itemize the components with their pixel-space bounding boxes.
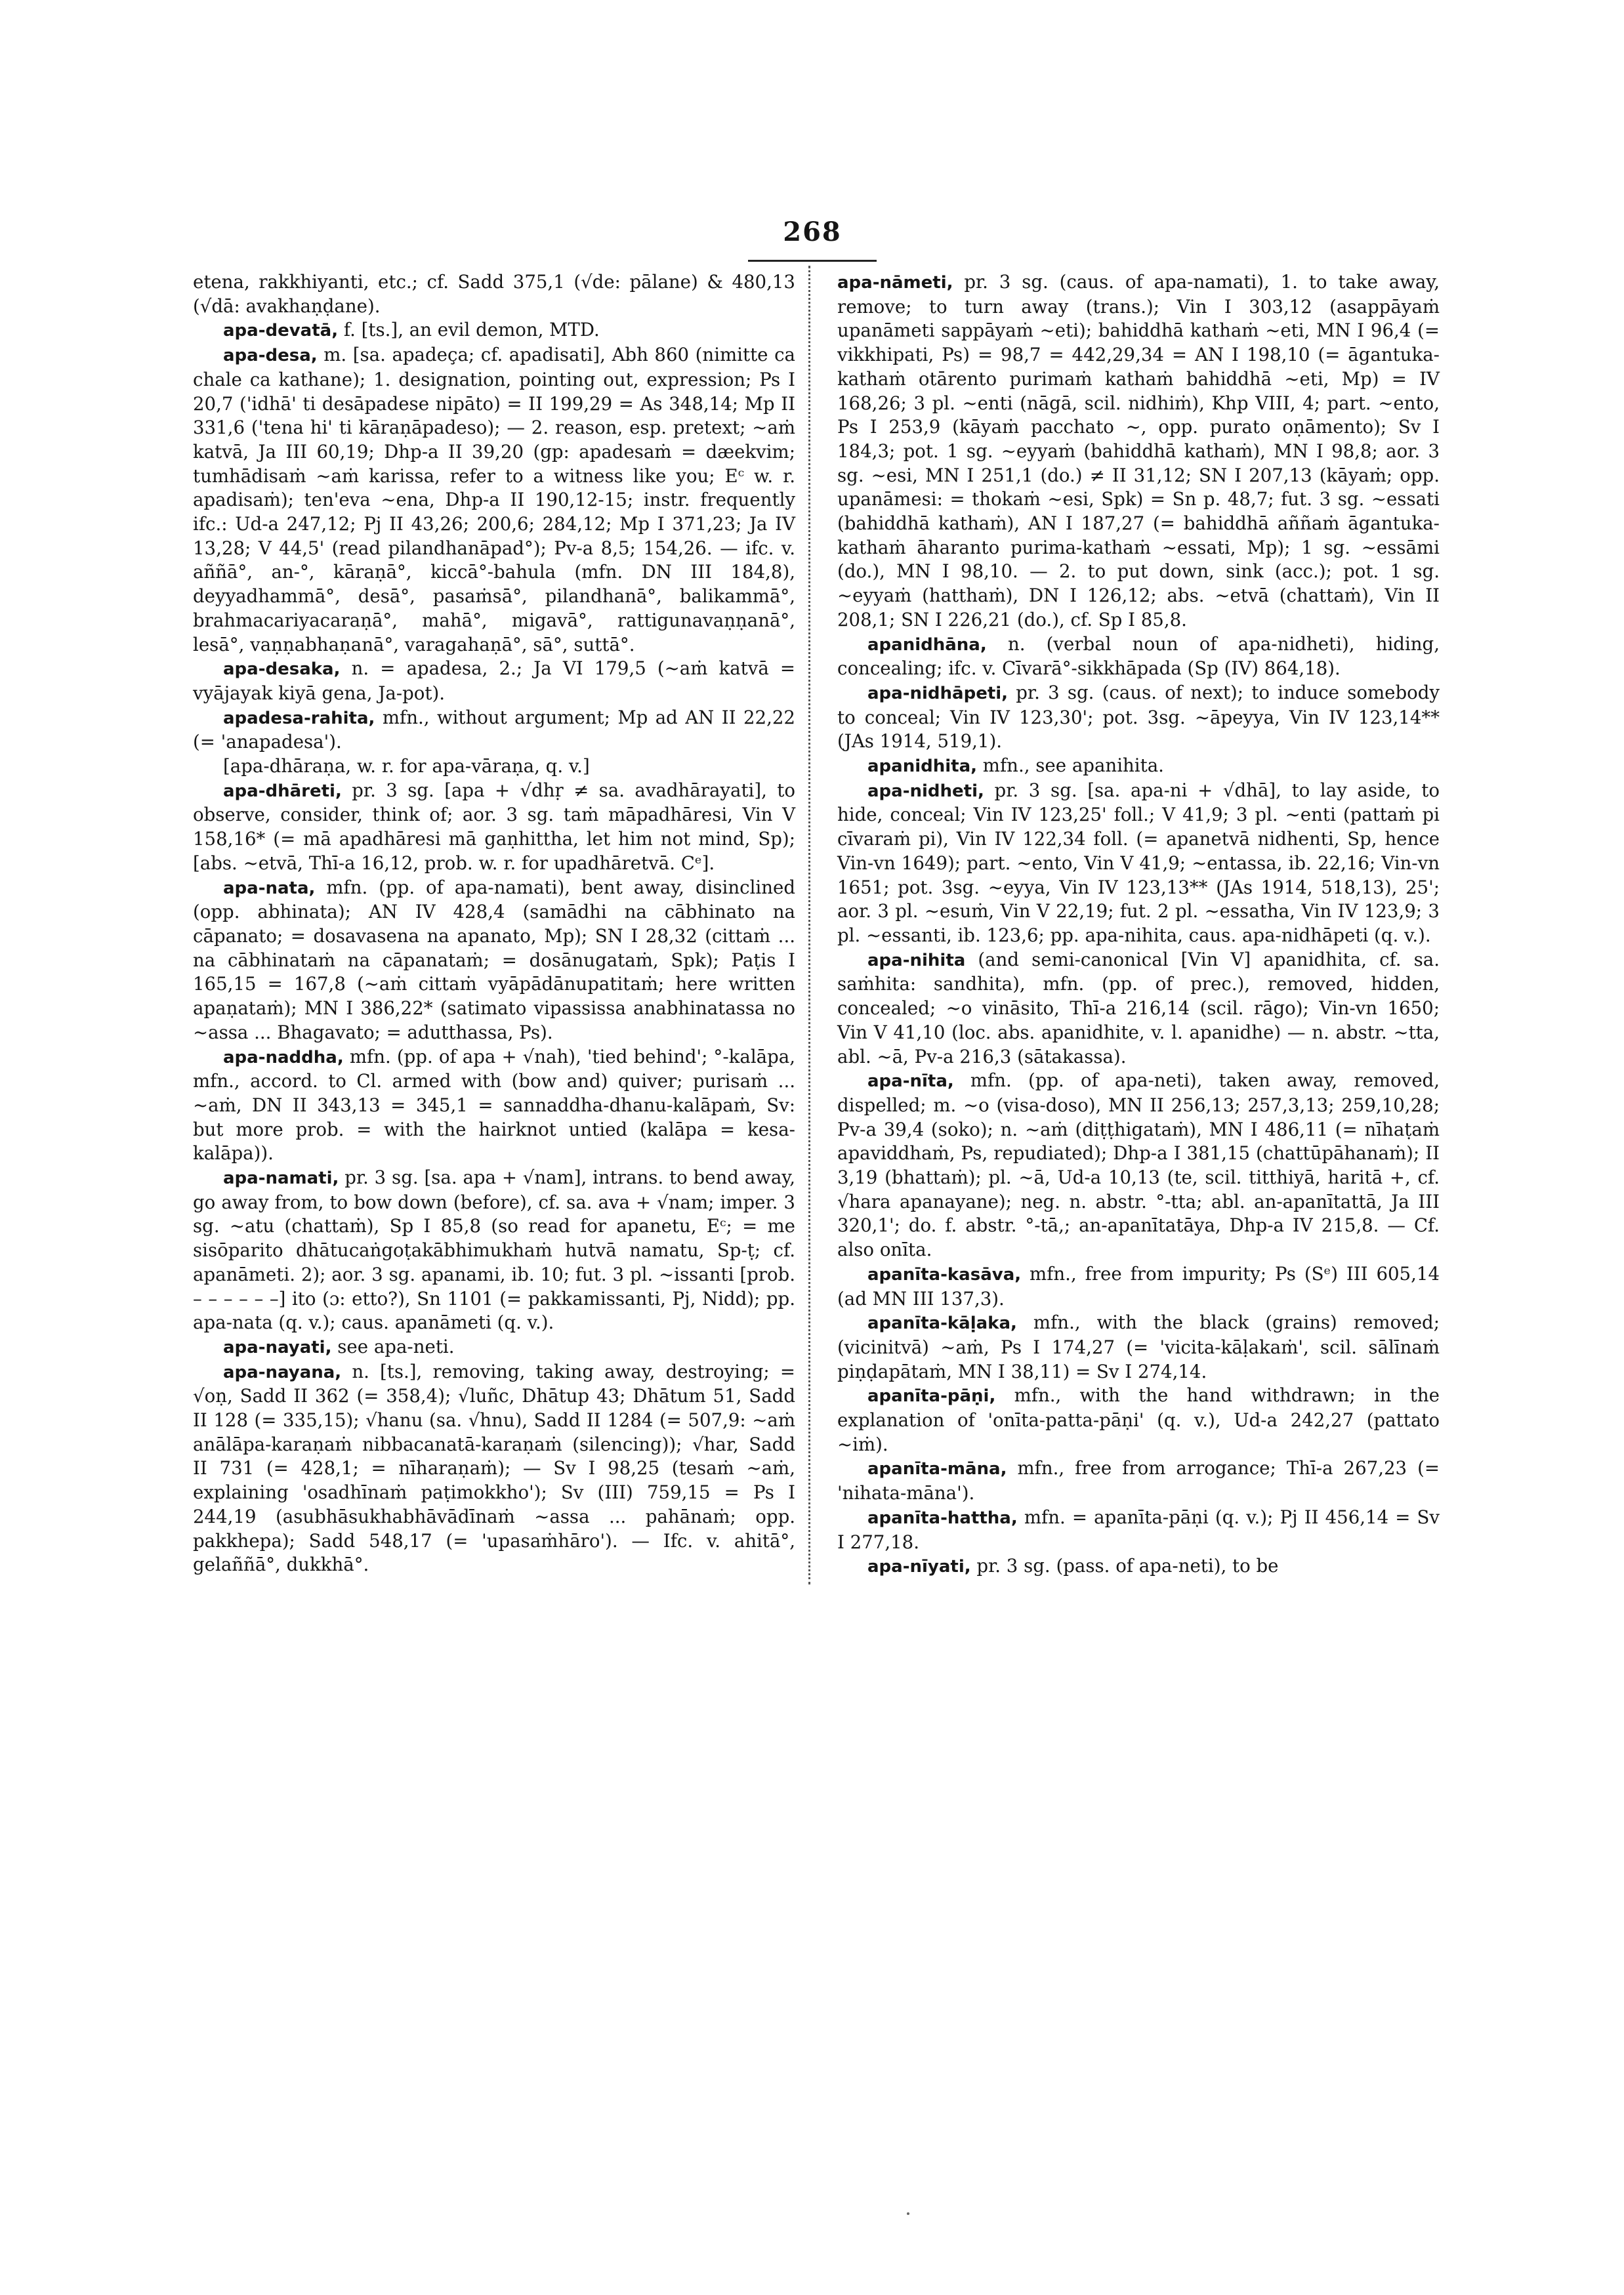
entry-text: n. (verbal noun of apa-nidheti), hiding, concealing; ifc. v. Cīvarā°-sikkhāpada (Sp (IV) 864,18). [837,632,1440,680]
entry-text: mfn., with the black (grains) removed; (vicinitvā) ~aṁ, Ps I 174,27 (= 'vicita-kāḷakaṁ', scil. sālīnaṁ piṇḍapātaṁ, MN I 38,11) = Sv I 274,14. [837,1312,1440,1382]
left-column [193,270,795,1577]
entry-headword: apa-nāmeti, [837,273,953,293]
entry-headword: apa-nihita [867,950,966,970]
dictionary-entry [193,318,795,343]
entry-text: pr. 3 sg. (caus. of next); to induce somebody to conceal; Vin IV 123,30'; pot. 3sg. ~āpeyya, Vin IV 123,14** (JAs 1914, 519,1). [837,681,1440,753]
entry-headword: apanīta-kāḷaka, [867,1313,1017,1334]
entry-text: n. [ts.], removing, taking away, destroying; = √oṇ, Sadd II 362 (= 358,4); √luñc, Dhātup 43; Dhātum 51, Sadd II 128 (= 335,15); √hanu (sa. √hnu), Sadd II 1284 (= 507,9: ~aṁ anālāpa-karaṇaṁ nibbacanatā-karaṇaṁ (silencing)); √har, Sadd II 731 (= 428,1; = nīharaṇaṁ); — Sv I 98,25 (tesaṁ ~aṁ, explaining 'osadhīnaṁ paṭimokkho'); Sv (III) 759,15 = Ps I 244,19 (asubhāsukhabhāvādīnaṁ ~assa ... pahānaṁ; opp. pakkhepa); Sadd 548,17 (= 'upasaṁhāro'). — Ifc. v. ahitā°, gelaññā°, dukkhā°. [193,1360,795,1576]
entry-text: n. = apadesa, 2.; Ja VI 179,5 (~aṁ katvā = vyājayak kiyā gena, Ja-pot). [193,657,795,704]
page-number-rule [748,260,877,262]
dictionary-entry [193,779,795,876]
entry-headword: apanīta-kasāva, [867,1264,1022,1285]
continued-entry [193,270,795,318]
entry-headword: apa-nīyati, [867,1557,971,1577]
entry-text: [apa-dhāraṇa, w. r. for apa-vāraṇa, q. v.] [223,755,590,777]
column-divider [808,266,810,1584]
dictionary-entry [837,1384,1440,1457]
dictionary-entry [837,779,1440,948]
entry-headword: apa-nata, [223,878,316,898]
dictionary-entry [193,1335,795,1360]
dictionary-entry [837,1457,1440,1505]
dictionary-entry [837,754,1440,779]
entry-headword: apanidhāna, [867,634,987,655]
entry-headword: apa-desaka, [223,659,341,680]
entry-text: mfn., without argument; Mp ad AN II 22,22 (= 'anapadesa'). [193,706,795,753]
entry-text: pr. 3 sg. (pass. of apa-neti), to be [976,1555,1279,1577]
entry-headword: apa-nīta, [867,1071,954,1092]
entry-text: mfn. (pp. of apa-namati), bent away, disinclined (opp. abhinata); AN IV 428,4 (samādhi na cābhinato na cāpanato; = dosavasena na apanato, Mp); SN I 28,32 (cittaṁ ... na cābhinataṁ na cāpanataṁ; = dosānugataṁ, Spk); Paṭis I 165,15 = 167,8 (~aṁ cittaṁ vyāpādānupatitaṁ; here written apaṇataṁ); MN I 386,22* (satimato vipassissa anabhinatassa no ~assa ... Bhagavato; = adutthassa, Ps). [193,876,795,1043]
dictionary-entry [193,343,795,657]
dictionary-entry [193,1045,795,1167]
dictionary-entry [837,1069,1440,1262]
entry-text: pr. 3 sg. [apa + √dhṛ ≠ sa. avadhārayati], to observe, consider, think of; aor. 3 sg. taṁ māpadhāresi, Vin V 158,16* (= mā apadhāresi mā gaṇhittha, let him not mind, Sp); [abs. ~etvā, Thī-a 16,12, prob. w. r. for upadhāretvā. Cᵉ]. [193,779,795,874]
right-column [837,270,1440,1579]
entry-headword: apa-desa, [223,346,318,366]
entry-text: mfn., see apanihita. [982,755,1164,777]
entry-headword: apa-nidhāpeti, [867,683,1009,703]
entry-headword: apanīta-māna, [867,1459,1007,1479]
entry-headword: apanidhita, [867,756,978,777]
entry-headword: apa-nayati, [223,1337,332,1357]
dictionary-entry [193,1166,795,1335]
dictionary-entry [193,706,795,755]
entry-headword: apa-nayana, [223,1362,342,1382]
entry-text: mfn. (pp. of apa-neti), taken away, removed, dispelled; m. ~o (visa-doso), MN II 256,13; 257,3,13; 259,10,28; Pv-a 39,4 (soko); n. ~aṁ (diṭṭhigataṁ), MN I 486,11 (= nīhaṭaṁ apaviddhaṁ, Ps, repudiated); Dhp-a I 381,15 (chattūpāhanaṁ); II 3,19 (bhattaṁ); pl. ~ā, Ud-a 10,13 (te, scil. titthiyā, haritā +, cf. √hara apanayane); neg. n. abstr. °-tta; abl. an-apanītattā, Ja III 320,1'; do. f. abstr. °-tā,; an-apanītatāya, Dhp-a IV 215,8. — Cf. also onīta. [837,1069,1440,1261]
entry-text: pr. 3 sg. [sa. apa + √nam], intrans. to bend away, go away from, to bow down (before), cf. sa. ava + √nam; imper. 3 sg. ~atu (chattaṁ), Sp I 85,8 (so read for apanetu, Eᶜ; = me sisōparito dhātucaṅgoṭakābhimukhaṁ hutvā namatu, Sp-ṭ; cf. apanāmeti. 2); aor. 3 sg. apanami, ib. 10; fut. 3 pl. ~issanti [prob. – – – – – –] ito (ɔ: etto?), Sn 1101 (= pakkamissanti, Pj, Nidd); pp. apa-nata (q. v.); caus. apanāmeti (q. v.). [193,1167,795,1334]
entry-text: pr. 3 sg. (caus. of apa-namati), 1. to take away, remove; to turn away (trans.); Vin I 303,12 (asappāyaṁ upanāmeti sappāyaṁ ~eti); bahiddhā kathaṁ ~eti, MN I 96,4 (= vikkhipati, Ps) = 98,7 = 442,29,34 = AN I 198,10 (= āgantuka-kathaṁ otārento purimaṁ kathaṁ bahiddhā ~eti, Mp) = IV 168,26; 3 pl. ~enti (nāgā, scil. nidhiṁ), Khp VIII, 4; part. ~ento, Ps I 253,9 (kāyaṁ pacchato ~, opp. purato oṇāmento); Sv I 184,3; pot. 1 sg. ~eyyaṁ (bahiddhā kathaṁ), MN I 98,8; aor. 3 sg. ~esi, MN I 251,1 (do.) ≠ II 31,12; SN I 207,13 (kāyaṁ; opp. upanāmesi: = thokaṁ ~esi, Spk) = Sn p. 48,7; fut. 3 sg. ~essati (bahiddhā kathaṁ), AN I 187,27 (= bahiddhā aññaṁ āgantuka-kathaṁ āharanto purima-kathaṁ ~essati, Mp); 1 sg. ~essāmi (do.), MN I 98,10. — 2. to put down, sink (acc.); pot. 1 sg. ~eyyaṁ (hatthaṁ), DN I 126,12; abs. ~etvā (chattaṁ), Vin II 208,1; SN I 226,21 (do.), cf. Sp I 85,8. [837,271,1440,631]
entry-text: pr. 3 sg. [sa. apa-ni + √dhā], to lay aside, to hide, conceal; Vin IV 123,25' foll.; V 41,9; 3 pl. ~enti (pattaṁ pi cīvaraṁ pi), Vin IV 122,34 foll. (= apanetvā nidhenti, Sp, hence Vin-vn 1649); part. ~ento, Vin V 41,9; ~entassa, ib. 22,16; Vin-vn 1651; pot. 3sg. ~eyya, Vin IV 123,13** (JAs 1914, 518,13), 25'; aor. 3 pl. ~esuṁ, Vin V 22,19; fut. 2 pl. ~essatha, Vin IV 123,9; 3 pl. ~essanti, ib. 123,6; pp. apa-nihita, caus. apa-nidhāpeti (q. v.). [837,779,1440,946]
dictionary-entry [193,1360,795,1577]
entry-text: mfn., free from impurity; Ps (Sᵉ) III 605,14 (ad MN III 137,3). [837,1262,1440,1310]
dictionary-entry [837,948,1440,1069]
dictionary-entry [837,1311,1440,1384]
dictionary-entry [837,1262,1440,1311]
entry-headword: apa-namati, [223,1168,339,1189]
entry-headword: apanīta-hattha, [867,1508,1018,1528]
dictionary-entry [837,270,1440,632]
entry-text: m. [sa. apadeça; cf. apadisati], Abh 860 (nimitte ca chale ca kathane); 1. designation, pointing out, expression; Ps I 20,7 ('idhā' ti desāpadese nipāto) = II 199,29 = As 348,14; Mp II 331,6 ('tena hi' ti kāraṇāpadeso); — 2. reason, esp. pretext; ~aṁ katvā, Ja III 60,19; Dhp-a II 39,20 (gp: apadesaṁ = dæekvim; tumhādisaṁ ~aṁ karissa, refer to a witness like you; Eᶜ w. r. apadisaṁ); ten'eva ~ena, Dhp-a II 190,12-15; instr. frequently ifc.: Ud-a 247,12; Pj II 43,26; 200,6; 284,12; Mp I 371,23; Ja IV 13,28; V 44,5' (read pilandhanāpad°); Pv-a 8,5; 154,26. — ifc. v. aññā°, an-°, kāraṇā°, kiccā°-bahula (mfn. DN III 184,8), deyyadhammā°, desā°, pasaṁsā°, pilandhanā°, balikammā°, brahmacariyacaraṇā°, mahā°, migavā°, rattigunavaṇṇanā°, lesā°, vaṇṇabhaṇanā°, varagahaṇā°, sā°, suttā°. [193,344,795,655]
print-speck [907,2212,909,2215]
entry-text: mfn. = apanīta-pāṇi (q. v.); Pj II 456,14 = Sv I 277,18. [837,1506,1440,1553]
entry-text: (and semi-canonical [Vin V] apanidhita, cf. sa. saṁhita: sandhita), mfn. (pp. of prec.), removed, hidden, concealed; ~o vināsito, Thī-a 216,14 (scil. rāgo); Vin-vn 1650; Vin V 41,10 (loc. abs. apanidhite, v. l. apanidhe) — n. abstr. ~tta, abl. ~ā, Pv-a 216,3 (sātakassa). [837,948,1440,1067]
entry-headword: apa-naddha, [223,1047,344,1067]
entry-text: mfn., free from arrogance; Thī-a 267,23 (= 'nihata-māna'). [837,1457,1440,1504]
entry-headword: apa-nidheti, [867,781,984,801]
entry-text: f. [ts.], an evil demon, MTD. [343,319,600,341]
entry-headword: apadesa-rahita, [223,708,375,728]
bracketed-entry [193,755,795,779]
entry-text: mfn., with the hand withdrawn; in the explanation of 'onīta-patta-pāṇi' (q. v.), Ud-a 242,27 (pattato ~iṁ). [837,1384,1440,1455]
dictionary-entry [837,681,1440,754]
dictionary-entry [837,1554,1440,1579]
dictionary-entry [193,657,795,705]
entry-headword: apa-devatā, [223,321,339,341]
entry-text: etena, rakkhiyanti, etc.; cf. Sadd 375,1 (√de: pālane) & 480,13 (√dā: avakhaṇḍane). [193,271,795,317]
page-number: 268 [783,217,842,247]
entry-text: mfn. (pp. of apa + √nah), 'tied behind'; °-kalāpa, mfn., accord. to Cl. armed with (bow and) quiver; purisaṁ ... ~aṁ, DN II 343,13 = 345,1 = sannaddha-dhanu-kalāpaṁ, Sv: but more prob. = with the hairknot untied (kalāpa = kesa-kalāpa)). [193,1045,795,1165]
dictionary-entry [837,1506,1440,1554]
dictionary-entry [193,876,795,1045]
dictionary-entry [837,632,1440,681]
entry-headword: apanīta-pāṇi, [867,1386,996,1407]
entry-headword: apa-dhāreti, [223,781,342,801]
entry-text: see apa-neti. [337,1335,455,1357]
